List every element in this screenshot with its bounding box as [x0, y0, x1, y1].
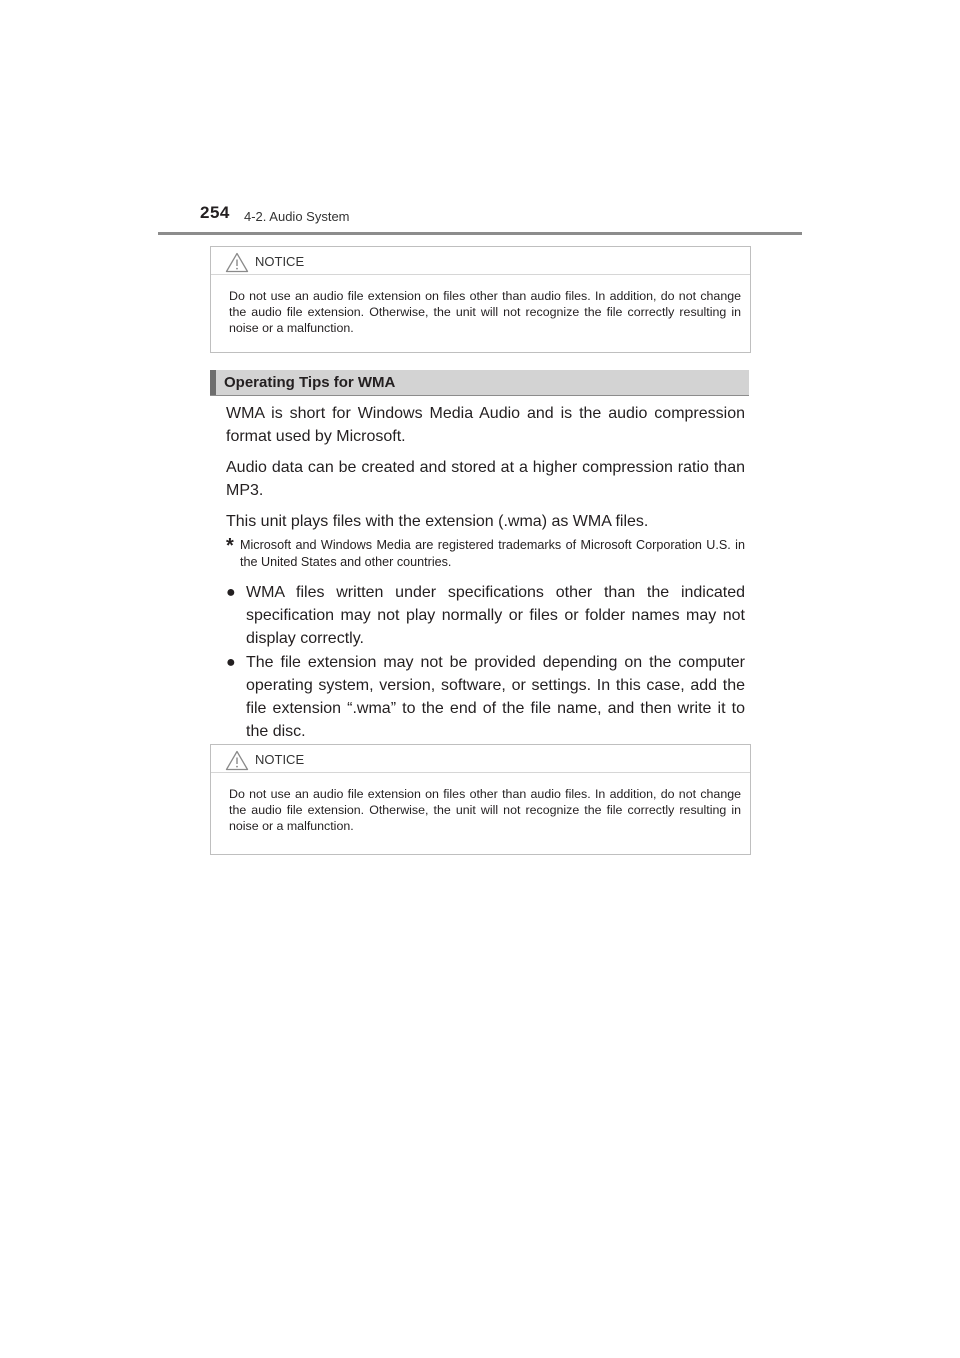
notice-text: Do not use an audio file extension on files other than audio files. In addition, do not change the audio file extension. Otherwise, the unit will not recognize the file correctly resulting in noise or a malfunction. — [229, 289, 741, 335]
heading-marker — [210, 370, 216, 395]
header-rule — [158, 232, 802, 235]
paragraph: Audio data can be created and stored at a higher compression ratio than MP3. — [226, 459, 745, 499]
heading-rule — [210, 395, 749, 396]
notice-label: NOTICE — [255, 752, 305, 767]
footnote — [226, 537, 745, 571]
paragraph: WMA is short for Windows Media Audio and is the audio compression format used by Microsoft. — [226, 405, 745, 445]
bullet-icon: ● — [226, 654, 236, 671]
warning-triangle-icon — [225, 252, 249, 273]
footnote-text: Microsoft and Windows Media are registered trademarks of Microsoft Corporation U.S. in the United States and other countries. — [240, 538, 745, 569]
notice-text: Do not use an audio file extension on files other than audio files. In addition, do not change the audio file extension. Otherwise, the unit will not recognize the file correctly resulting in noise or a malfunction. — [229, 787, 741, 833]
list-item-text: The file extension may not be provided depending on the computer operating system, version, software, or settings. In this case, add the file extension “.wma” to the end of the file name, and then write it to the disc. — [246, 654, 745, 740]
notice-box-bottom — [210, 744, 751, 855]
section-content — [226, 402, 745, 743]
notice-header — [211, 247, 750, 275]
paragraph: This unit plays files with the extension (.wma) as WMA files. — [226, 513, 649, 530]
page-header — [0, 0, 960, 240]
section-title: 4-2. Audio System — [244, 209, 350, 224]
section-heading — [210, 370, 749, 395]
list-item — [226, 651, 745, 743]
list-item — [226, 581, 745, 650]
section-heading-text: Operating Tips for WMA — [224, 374, 396, 391]
warning-triangle-icon — [225, 750, 249, 771]
list-item-text: WMA files written under specifications other than the indicated specification may not play normally or files or folder names may not display correctly. — [246, 584, 745, 647]
notice-label: NOTICE — [255, 254, 305, 269]
notice-box-top — [210, 246, 751, 353]
page-number: 254 — [200, 203, 230, 222]
notice-header — [211, 745, 750, 773]
asterisk-icon: * — [226, 535, 234, 557]
bullet-icon: ● — [226, 584, 236, 601]
